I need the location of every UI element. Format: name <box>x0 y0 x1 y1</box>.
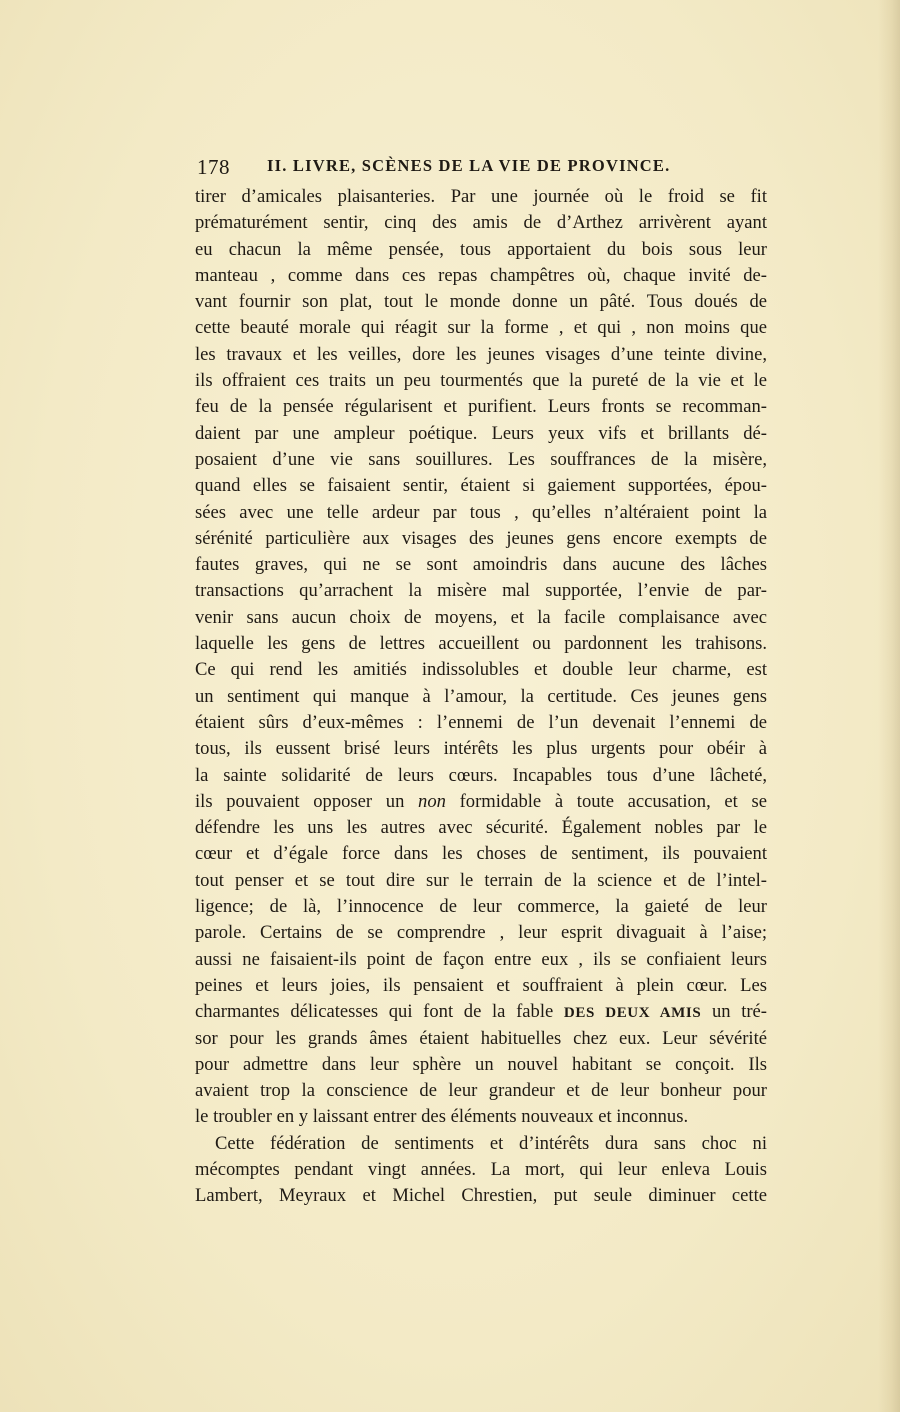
text-line: la sainte solidarité de leurs cœurs. Incapables tous d’une lâcheté, <box>195 764 767 786</box>
text-line: tous, ils eussent brisé leurs intérêts les plus urgents pour obéir à <box>195 738 767 760</box>
text-line: feu de la pensée régularisent et purifient. Leurs fronts se recomman- <box>195 396 767 418</box>
text-line: transactions qu’arrachent la misère mal supportée, l’envie de par- <box>195 580 767 602</box>
text-line: vant fournir son plat, tout le monde donne un pâté. Tous doués de <box>195 291 767 313</box>
text-line: manteau , comme dans ces repas champêtres où, chaque invité de- <box>195 264 767 286</box>
text-run: ils pouvaient opposer un <box>195 790 419 812</box>
text-line: un sentiment qui manque à l’amour, la certitude. Ces jeunes gens <box>195 685 767 707</box>
text-line: prématurément sentir, cinq des amis de d’Arthez arrivèrent ayant <box>195 212 767 234</box>
text-line: sérénité particulière aux visages des jeunes gens encore exempts de <box>195 527 767 549</box>
text-line: le troubler en y laissant entrer des éléments nouveaux et inconnus. <box>195 1106 689 1128</box>
small-caps-title: DES DEUX AMIS <box>563 1005 702 1022</box>
text-line: Cette fédération de sentiments et d’intérêts dura sans choc ni <box>215 1132 767 1154</box>
text-line: quand elles se faisaient sentir, étaient si gaiement supportées, épou- <box>195 475 767 497</box>
text-line: tirer d’amicales plaisanteries. Par une journée où le froid se fit <box>195 186 767 207</box>
text-line <box>195 789 767 815</box>
running-title: II. LIVRE, SCÈNES DE LA VIE DE PROVINCE. <box>267 156 671 175</box>
text-line: sor pour les grands âmes étaient habituelles chez eux. Leur sévérité <box>195 1027 767 1049</box>
text-line: cette beauté morale qui réagit sur la forme , et qui , non moins que <box>195 317 767 339</box>
text-line: sées avec une telle ardeur par tous , qu’elles n’altéraient point la <box>195 501 767 523</box>
page-edge-shadow <box>878 0 900 1412</box>
text-line: parole. Certains de se comprendre , leur esprit divaguait à l’aise; <box>195 922 767 944</box>
body-text <box>195 184 767 1210</box>
text-line: étaient sûrs d’eux-mêmes : l’ennemi de l’un devenait l’ennemi de <box>195 711 767 733</box>
page-number: 178 <box>197 155 230 179</box>
text-line: venir sans aucun choix de moyens, et la facile complaisance avec <box>195 606 767 628</box>
italic-word: non <box>418 790 446 812</box>
text-line: eu chacun la même pensée, tous apportaient du bois sous leur <box>195 238 767 260</box>
text-line: Ce qui rend les amitiés indissolubles et double leur charme, est <box>195 659 767 681</box>
text-line: laquelle les gens de lettres accueillent ou pardonnent les trahisons. <box>195 633 767 655</box>
text-line: tout penser et se tout dire sur le terrain de la science et de l’intel- <box>195 869 767 891</box>
text-line: cœur et d’égale force dans les choses de sentiment, ils pouvaient <box>195 843 767 865</box>
text-line: mécomptes pendant vingt années. La mort, qui leur enleva Louis <box>195 1158 767 1180</box>
text-line <box>195 999 767 1025</box>
text-line: avaient trop la conscience de leur grandeur et de leur bonheur pour <box>195 1080 767 1102</box>
text-line: Lambert, Meyraux et Michel Chrestien, put seule diminuer cette <box>195 1185 767 1207</box>
text-line: les travaux et les veilles, dore les jeunes visages d’une teinte divine, <box>195 343 767 365</box>
text-line: peines et leurs joies, ils pensaient et souffraient à plein cœur. Les <box>195 974 767 996</box>
text-line: daient par une ampleur poétique. Leurs yeux vifs et brillants dé- <box>195 422 767 444</box>
text-line: ligence; de là, l’innocence de leur commerce, la gaieté de leur <box>195 896 767 918</box>
text-line: posaient d’une vie sans souillures. Les souffrances de la misère, <box>195 448 767 470</box>
text-line: défendre les uns les autres avec sécurité. Également nobles par le <box>195 817 767 839</box>
text-line: ils offraient ces traits un peu tourmentés que la pureté de la vie et le <box>195 370 767 392</box>
text-line: pour admettre dans leur sphère un nouvel habitant se conçoit. Ils <box>195 1053 767 1075</box>
text-run: charmantes délicatesses qui font de la fable <box>195 1001 564 1023</box>
text-run: formidable à toute accusation, et se <box>445 790 767 812</box>
text-run: un tré- <box>701 1001 768 1023</box>
text-line: fautes graves, qui ne se sont amoindris dans aucune des lâches <box>195 554 767 576</box>
text-line: aussi ne faisaient-ils point de façon entre eux , ils se confiaient leurs <box>195 948 767 970</box>
running-header <box>197 155 767 181</box>
